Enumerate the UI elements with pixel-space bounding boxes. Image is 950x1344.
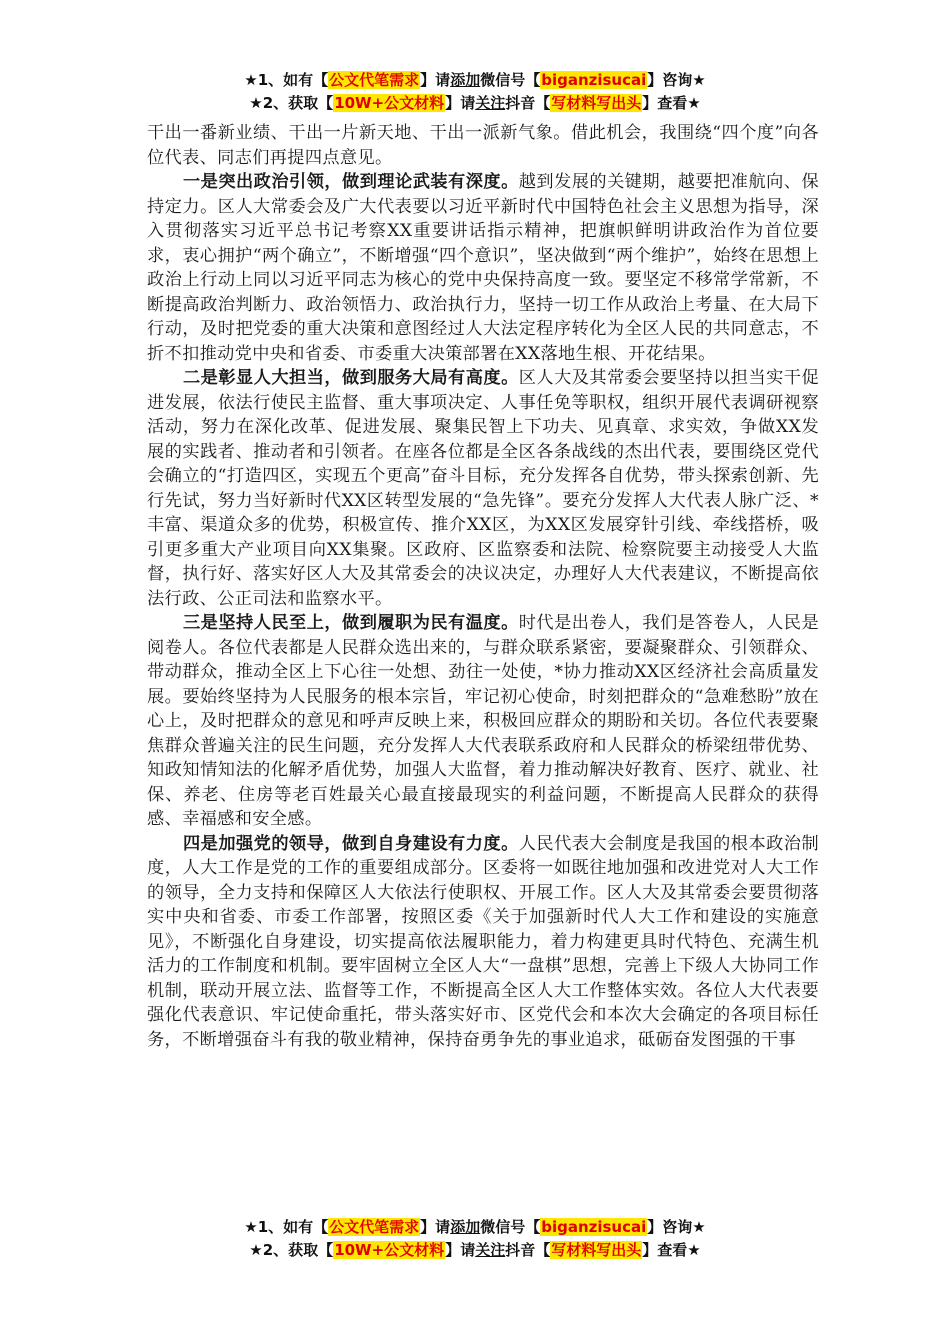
section-3-text: 时代是出卷人，我们是答卷人，人民是阅卷人。各位代表都是人民群众选出来的，与群众联系紧密，要凝聚群众、引领群众、带动群众，推动全区上下心往一处想、劲往一处使，*协力推动XX区经济社会高质量发展。要始终坚持为人民服务的根本宗旨，牢记初心使命，时刻把群众的“急难愁盼”放在心上，及时把群众的意见和呼声反映上来，积极回应群众的期盼和关切。各位代表要聚焦群众普遍关注的民生问题，充分发挥人大代表联系政府和人民群众的桥梁纽带优势、知政知情知法的化解矛盾优势，加强人大监督，着力推动解决好教育、医疗、就业、社保、养老、住房等老百姓最关心最直接最现实的利益问题，不断提高人民群众的获得感、幸福感和安全感。 bbox=[147, 613, 819, 829]
follow-link[interactable]: 关注 bbox=[475, 1241, 506, 1259]
add-link[interactable]: 添加 bbox=[450, 71, 481, 89]
intro-paragraph: 干出一番新业绩、干出一片新天地、干出一派新气象。借此机会，我围绕“四个度”向各位代表、同志们再提四点意见。 bbox=[147, 123, 819, 168]
footer-banner-line-2: ★2、获取【10W+公文材料】请关注抖音【写材料写出头】查看★ bbox=[249, 1241, 701, 1259]
douyin-highlight: 写材料写出头 bbox=[551, 1241, 642, 1259]
section-4-paragraph bbox=[147, 832, 819, 1053]
header-banner bbox=[0, 69, 950, 115]
section-2-paragraph bbox=[147, 366, 819, 611]
document-body bbox=[147, 121, 819, 1052]
section-3-paragraph bbox=[147, 611, 819, 832]
section-1-heading: 一是突出政治引领，做到理论武装有深度。 bbox=[183, 172, 519, 192]
footer-banner-line-1: ★1、如有【公文代笔需求】请添加微信号【biganzisucai】咨询★ bbox=[244, 1218, 706, 1236]
section-3-heading: 三是坚持人民至上，做到履职为民有温度。 bbox=[183, 613, 519, 633]
banner-line-1: ★1、如有【公文代笔需求】请添加微信号【biganzisucai】咨询★ bbox=[244, 71, 706, 89]
material-highlight: 10W+公文材料 bbox=[334, 1241, 445, 1259]
section-2-text: 区人大及其常委会要坚持以担当实干促进发展，依法行使民主监督、重大事项决定、人事任免等职权，组织开展代表调研视察活动，努力在深化改革、促进发展、聚集民智上下功夫、见真章、求实效，争做XX发展的实践者、推动者和引领者。在座各位都是全区各条战线的杰出代表，要围绕区党代会确立的“打造四区，实现五个更高”奋斗目标，充分发挥各自优势，带头探索创新、先行先试，努力当好新时代XX区转型发展的“急先锋”。要充分发挥人大代表人脉广泛、*丰富、渠道众多的优势，积极宣传、推介XX区，为XX区发展穿针引线、牵线搭桥，吸引更多重大产业项目向XX集聚。区政府、区监察委和法院、检察院要主动接受人大监督，执行好、落实好区人大及其常委会的决议决定，办理好人大代表建议，不断提高依法行政、公正司法和监察水平。 bbox=[147, 368, 819, 609]
footer-banner bbox=[0, 1216, 950, 1262]
follow-link[interactable]: 关注 bbox=[475, 94, 506, 112]
banner-line-2: ★2、获取【10W+公文材料】请关注抖音【写材料写出头】查看★ bbox=[249, 94, 701, 112]
section-1-paragraph bbox=[147, 170, 819, 366]
service-highlight: 公文代笔需求 bbox=[329, 71, 420, 89]
material-highlight: 10W+公文材料 bbox=[334, 94, 445, 112]
add-link[interactable]: 添加 bbox=[450, 1218, 481, 1236]
section-1-text: 越到发展的关键期，越要把准航向、保持定力。区人大常委会及广大代表要以习近平新时代中国特色社会主义思想为指导，深入贯彻落实习近平总书记考察XX重要讲话指示精神，把旗帜鲜明讲政治作为首位要求，衷心拥护“两个确立”，不断增强“四个意识”，坚决做到“两个维护”，始终在思想上政治上行动上同以习近平同志为核心的党中央保持高度一致。要坚定不移常学常新，不断提高政治判断力、政治领悟力、政治执行力，坚持一切工作从政治上考量、在大局下行动，及时把党委的重大决策和意图经过人大法定程序转化为全区人民的共同意志，不折不扣推动党中央和省委、市委重大决策部署在XX落地生根、开花结果。 bbox=[147, 172, 819, 364]
section-4-heading: 四是加强党的领导，做到自身建设有力度。 bbox=[183, 833, 519, 854]
wechat-id-highlight: biganzisucai bbox=[541, 1218, 647, 1236]
douyin-highlight: 写材料写出头 bbox=[551, 94, 642, 112]
section-2-heading: 二是彰显人大担当，做到服务大局有高度。 bbox=[183, 368, 519, 388]
wechat-id-highlight: biganzisucai bbox=[541, 71, 647, 89]
section-4-text: 人民代表大会制度是我国的根本政治制度，人大工作是党的工作的重要组成部分。区委将一如既往地加强和改进党对人大工作的领导，全力支持和保障区人大依法行使职权、开展工作。区人大及其常委会要贯彻落实中央和省委、市委工作部署，按照区委《关于加强新时代人大工作和建设的实施意见》，不断强化自身建设，切实提高依法履职能力，着力构建更具时代特色、充满生机活力的工作制度和机制。要牢固树立全区人大“一盘棋”思想，完善上下级人大协同工作机制，联动开展立法、监督等工作，不断提高全区人大工作整体实效。各位人大代表要强化代表意识、牢记使命重托，带头落实好市、区党代会和本次大会确定的各项目标任务，不断增强奋斗有我的敬业精神，保持奋勇争先的事业追求，砥砺奋发图强的干事 bbox=[147, 833, 819, 1050]
service-highlight: 公文代笔需求 bbox=[329, 1218, 420, 1236]
